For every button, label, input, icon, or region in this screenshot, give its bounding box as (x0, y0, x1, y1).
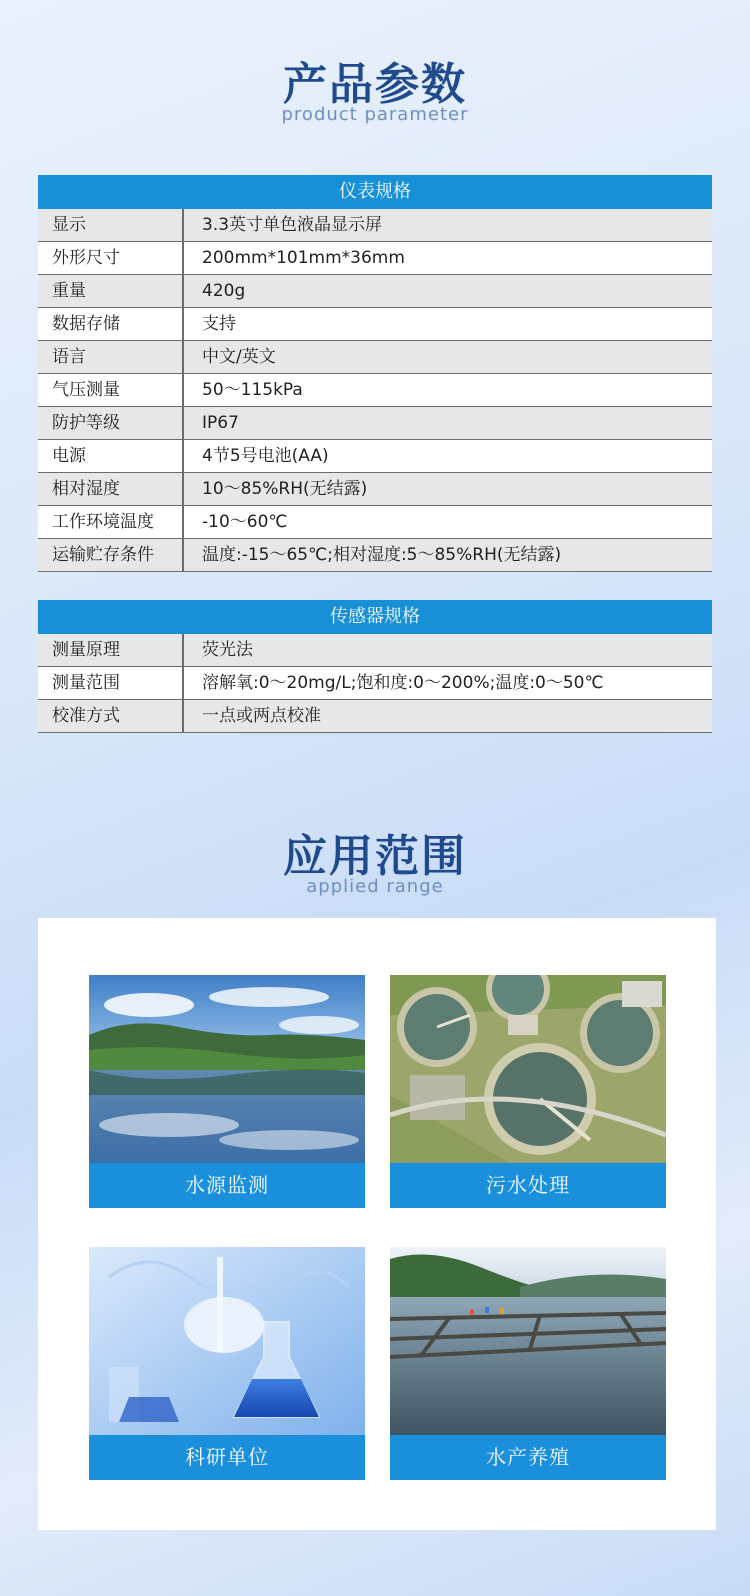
fish-farm-cages-photo (390, 1247, 666, 1435)
spec-row (38, 209, 712, 242)
app-card-water-source[interactable] (89, 975, 365, 1208)
apps-title: 应用范围 (283, 831, 467, 882)
spec-value: 10～85%RH(无结露) (202, 479, 368, 499)
spec-key: 相对湿度 (38, 473, 184, 505)
spec-key: 语言 (38, 341, 184, 373)
app-card-label: 污水处理 (390, 1163, 666, 1208)
spec-value: 50～115kPa (202, 380, 303, 400)
spec-row (38, 242, 712, 275)
spec-value: 4节5号电池(AA) (202, 446, 329, 466)
spec-row (38, 374, 712, 407)
app-card-label: 科研单位 (89, 1435, 365, 1480)
spec-value: -10～60℃ (202, 512, 288, 532)
spec-key: 工作环境温度 (38, 506, 184, 538)
spec-value: 溶解氧:0～20mg/L;饱和度:0～200%;温度:0～50℃ (202, 673, 604, 693)
spec-key: 显示 (38, 209, 184, 241)
spec-value: 420g (202, 281, 246, 301)
spec-row (38, 440, 712, 473)
spec-row (38, 308, 712, 341)
sensor-spec-header: 传感器规格 (38, 600, 712, 634)
spec-row (38, 539, 712, 572)
sewage-plant-aerial-photo (390, 975, 666, 1163)
spec-row (38, 667, 712, 700)
spec-key: 外形尺寸 (38, 242, 184, 274)
spec-row (38, 634, 712, 667)
spec-value: 荧光法 (202, 640, 253, 660)
meter-spec-header: 仪表规格 (38, 175, 712, 209)
spec-key: 运输贮存条件 (38, 539, 184, 571)
spec-value: IP67 (202, 413, 239, 433)
app-card-aquaculture[interactable] (390, 1247, 666, 1480)
lake-reflection-photo (89, 975, 365, 1163)
spec-key: 气压测量 (38, 374, 184, 406)
params-subtitle: product parameter (281, 104, 469, 125)
laboratory-flask-photo (89, 1247, 365, 1435)
spec-row (38, 407, 712, 440)
spec-value: 中文/英文 (202, 347, 276, 367)
params-title: 产品参数 (283, 59, 467, 110)
spec-row (38, 275, 712, 308)
spec-value: 3.3英寸单色液晶显示屏 (202, 215, 383, 235)
spec-key: 数据存储 (38, 308, 184, 340)
app-card-research[interactable] (89, 1247, 365, 1480)
spec-value: 一点或两点校准 (202, 706, 321, 726)
meter-spec-table (38, 175, 712, 572)
spec-row (38, 341, 712, 374)
spec-key: 防护等级 (38, 407, 184, 439)
spec-key: 电源 (38, 440, 184, 472)
spec-row (38, 506, 712, 539)
spec-key: 测量范围 (38, 667, 184, 699)
app-card-label: 水源监测 (89, 1163, 365, 1208)
spec-value: 温度:-15～65℃;相对湿度:5～85%RH(无结露) (202, 545, 562, 565)
spec-value: 支持 (202, 314, 236, 334)
sensor-spec-table (38, 600, 712, 733)
application-panel (38, 918, 716, 1530)
spec-key: 校准方式 (38, 700, 184, 732)
spec-row (38, 473, 712, 506)
spec-key: 测量原理 (38, 634, 184, 666)
app-card-sewage[interactable] (390, 975, 666, 1208)
spec-row (38, 700, 712, 733)
app-card-label: 水产养殖 (390, 1435, 666, 1480)
apps-subtitle: applied range (306, 876, 444, 897)
spec-key: 重量 (38, 275, 184, 307)
spec-value: 200mm*101mm*36mm (202, 248, 405, 268)
